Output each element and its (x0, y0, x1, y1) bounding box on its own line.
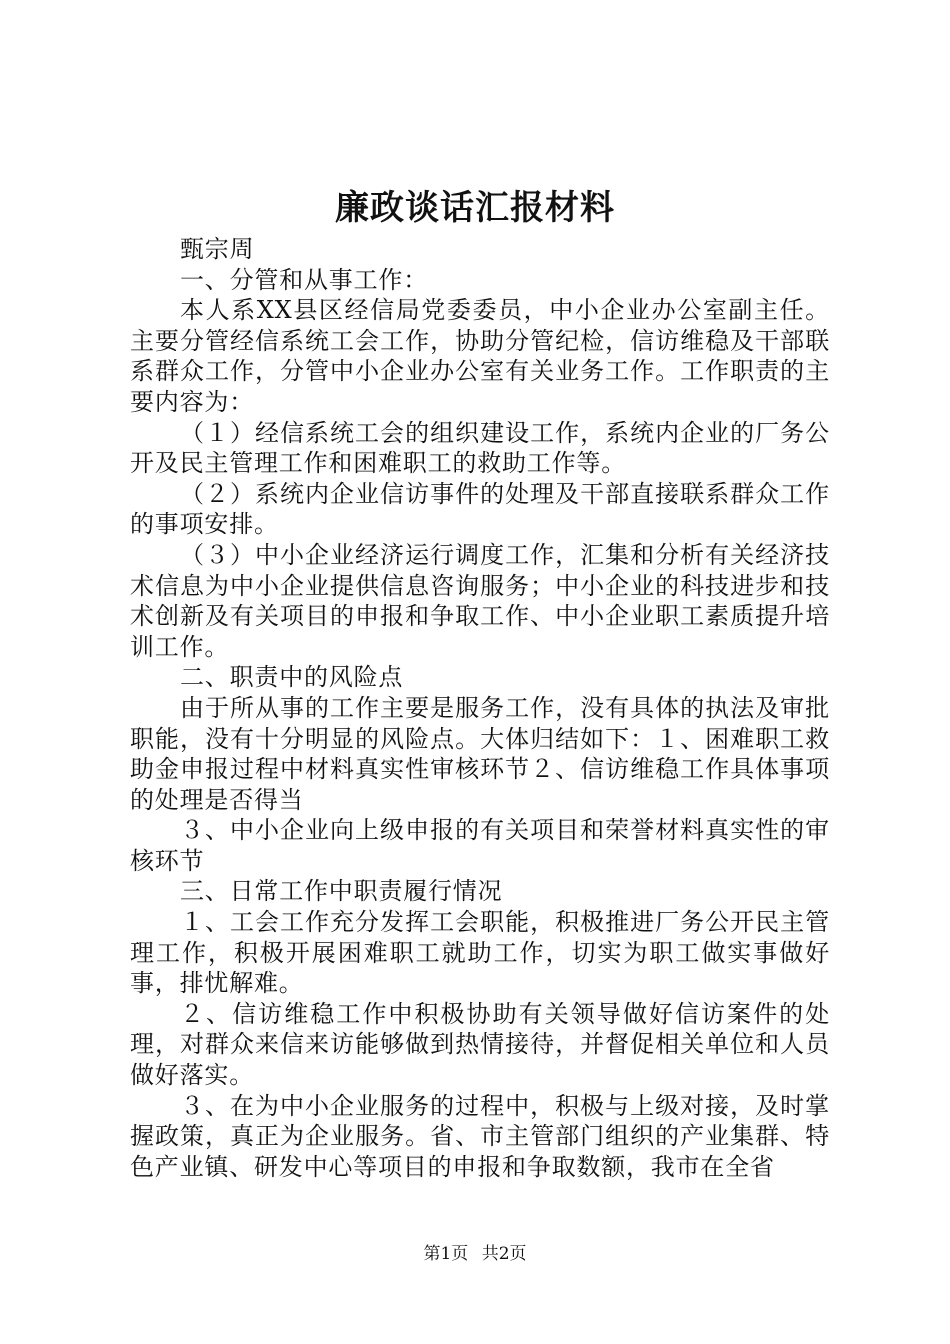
body-paragraph: 由于所从事的工作主要是服务工作，没有具体的执法及审批职能，没有十分明显的风险点。大体归结如下：１、困难职工救助金申报过程中材料真实性审核环节２、信访维稳工作具体事项的处理是否得当 (130, 693, 830, 814)
section-heading-1: 一、分管和从事工作： (180, 265, 428, 294)
list-item: （２）系统内企业信访事件的处理及干部直接联系群众工作的事项安排。 (130, 479, 830, 539)
body-paragraph: １、工会工作充分发挥工会职能，积极推进厂务公开民主管理工作，积极开展困难职工就助工作，切实为职工做实事做好事，排忧解难。 (130, 908, 830, 998)
page-total: 共2页 (481, 1244, 527, 1264)
document-body (130, 234, 830, 1182)
page-footer (0, 1242, 950, 1266)
body-paragraph: ３、在为中小企业服务的过程中，积极与上级对接，及时掌握政策，真正为企业服务。省、市主管部门组织的产业集群、特色产业镇、研发中心等项目的申报和争取数额，我市在全省 (130, 1091, 830, 1181)
author-line: 甄宗周 (180, 235, 255, 263)
list-item: （１）经信系统工会的组织建设工作，系统内企业的厂务公开及民主管理工作和困难职工的救助工作等。 (130, 418, 830, 478)
body-paragraph: ３、中小企业向上级申报的有关项目和荣誉材料真实性的审核环节 (130, 816, 830, 875)
section-heading-2: 二、职责中的风险点 (180, 663, 404, 692)
document-title: 廉政谈话汇报材料 (335, 188, 615, 228)
body-paragraph: ２、信访维稳工作中积极协助有关领导做好信访案件的处理，对群众来信来访能够做到热情接待，并督促相关单位和人员做好落实。 (130, 999, 830, 1090)
body-paragraph: 本人系XX县区经信局党委委员，中小企业办公室副主任。主要分管经信系统工会工作，协助分管纪检，信访维稳及干部联系群众工作，分管中小企业办公室有关业务工作。工作职责的主要内容为： (130, 296, 830, 416)
list-item: （３）中小企业经济运行调度工作，汇集和分析有关经济技术信息为中小企业提供信息咨询服务；中小企业的科技进步和技术创新及有关项目的申报和争取工作、中小企业职工素质提升培训工作。 (130, 540, 830, 661)
section-heading-3: 三、日常工作中职责履行情况 (180, 877, 503, 906)
page-number: 第1页 (423, 1244, 469, 1264)
